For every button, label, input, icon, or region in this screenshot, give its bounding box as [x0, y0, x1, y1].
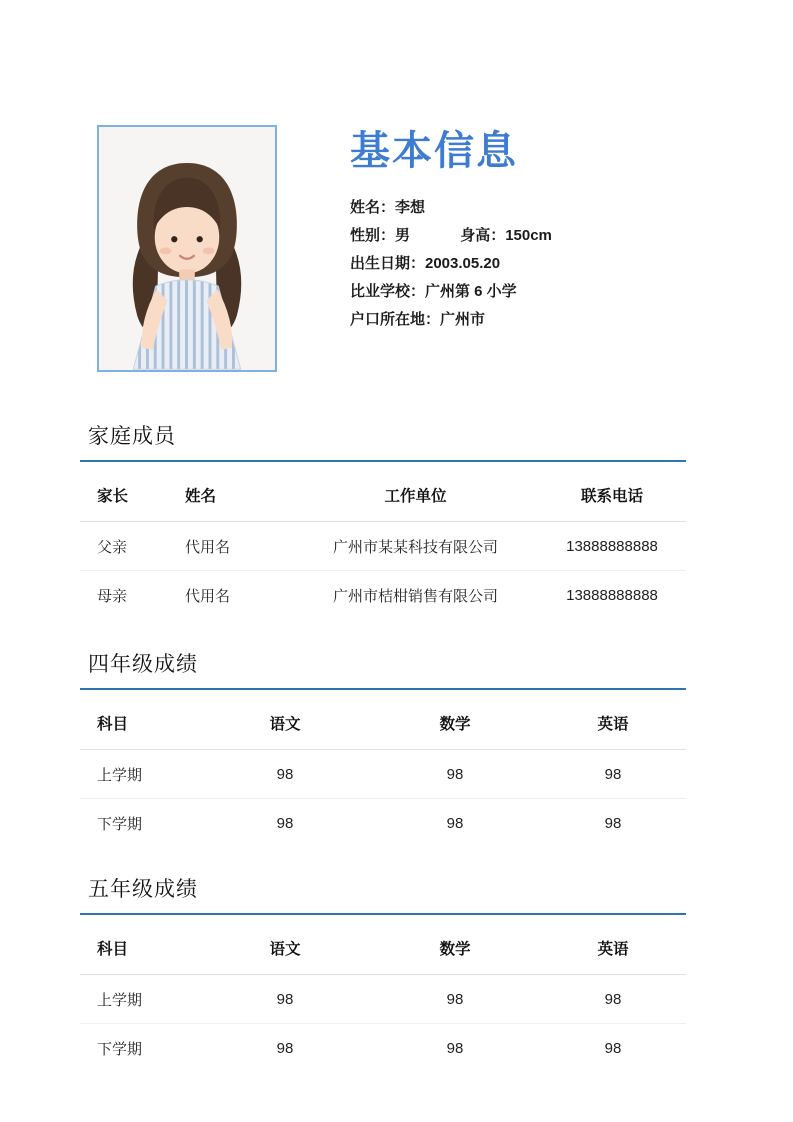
- grade4-section: [80, 648, 686, 847]
- table-header-cell: 数学: [370, 696, 540, 750]
- table-row: [80, 571, 686, 620]
- table-header-row: [80, 921, 686, 975]
- grade5-section: [80, 873, 686, 1072]
- section-divider: [80, 688, 686, 690]
- table-cell: 98: [604, 815, 622, 832]
- table-row: [80, 799, 686, 848]
- table-row: [80, 975, 686, 1024]
- table-cell: 13888888888: [538, 522, 686, 571]
- info-line-gender-height: [350, 222, 710, 250]
- table-header-cell: 联系电话: [538, 468, 686, 522]
- table-cell: 98: [446, 815, 464, 832]
- table-row: [80, 750, 686, 799]
- grade5-table: [80, 921, 686, 1072]
- family-section-heading: 家庭成员: [88, 424, 176, 448]
- table-cell: 98: [540, 750, 686, 799]
- table-header-row: [80, 468, 686, 522]
- grade5-section-heading: 五年级成绩: [88, 877, 198, 901]
- table-header-cell: 家长: [80, 468, 168, 522]
- table-cell: 上学期: [80, 975, 200, 1024]
- name-field: 姓名：李想: [350, 199, 426, 216]
- info-line-birthdate: [350, 250, 710, 278]
- table-cell: 98: [370, 750, 540, 799]
- table-row: [80, 522, 686, 571]
- table-header-cell: 英语: [540, 921, 686, 975]
- birthdate-field: 出生日期：2003.05.20: [350, 255, 501, 272]
- table-header-cell: 姓名: [168, 468, 293, 522]
- table-cell: 98: [446, 1040, 464, 1057]
- table-header-cell: 科目: [80, 696, 200, 750]
- table-cell: 代用名: [168, 522, 293, 571]
- table-cell: 母亲: [97, 588, 128, 605]
- table-header-cell: 语文: [200, 921, 370, 975]
- page-title: 基本信息: [350, 129, 518, 173]
- info-line-name: [350, 194, 710, 222]
- table-cell: 下学期: [97, 816, 143, 833]
- gender-field: 性别：男: [350, 227, 411, 244]
- student-photo: [97, 125, 277, 372]
- table-cell: 代用名: [185, 588, 231, 605]
- basic-info-block: [350, 128, 710, 334]
- table-cell: 98: [540, 975, 686, 1024]
- info-line-school: [350, 278, 710, 306]
- grade4-section-heading: 四年级成绩: [88, 652, 198, 676]
- height-field: 身高：150cm: [460, 227, 552, 244]
- table-header-cell: 语文: [200, 696, 370, 750]
- table-header-cell: 工作单位: [293, 468, 538, 522]
- table-header-cell: 科目: [80, 921, 200, 975]
- table-header-cell: 英语: [540, 696, 686, 750]
- grade4-table: [80, 696, 686, 847]
- table-cell: 98: [370, 975, 540, 1024]
- table-header-cell: 数学: [370, 921, 540, 975]
- school-field: 比业学校：广州第 6 小学: [350, 283, 517, 300]
- section-divider: [80, 913, 686, 915]
- table-row: [80, 1024, 686, 1073]
- family-table: [80, 468, 686, 619]
- table-cell: 上学期: [80, 750, 200, 799]
- table-cell: 13888888888: [566, 587, 658, 604]
- table-cell: 广州市桔柑销售有限公司: [332, 588, 498, 605]
- section-divider: [80, 460, 686, 462]
- table-cell: 98: [276, 1040, 294, 1057]
- table-cell: 父亲: [80, 522, 168, 571]
- info-line-residence: [350, 306, 710, 334]
- child-portrait-icon: [99, 127, 275, 370]
- table-cell: 98: [200, 750, 370, 799]
- table-cell: 广州市某某科技有限公司: [293, 522, 538, 571]
- table-cell: 下学期: [97, 1041, 143, 1058]
- table-cell: 98: [200, 975, 370, 1024]
- table-header-row: [80, 696, 686, 750]
- residence-field: 户口所在地：广州市: [350, 311, 486, 328]
- family-section: [80, 420, 686, 619]
- table-cell: 98: [604, 1040, 622, 1057]
- table-cell: 98: [276, 815, 294, 832]
